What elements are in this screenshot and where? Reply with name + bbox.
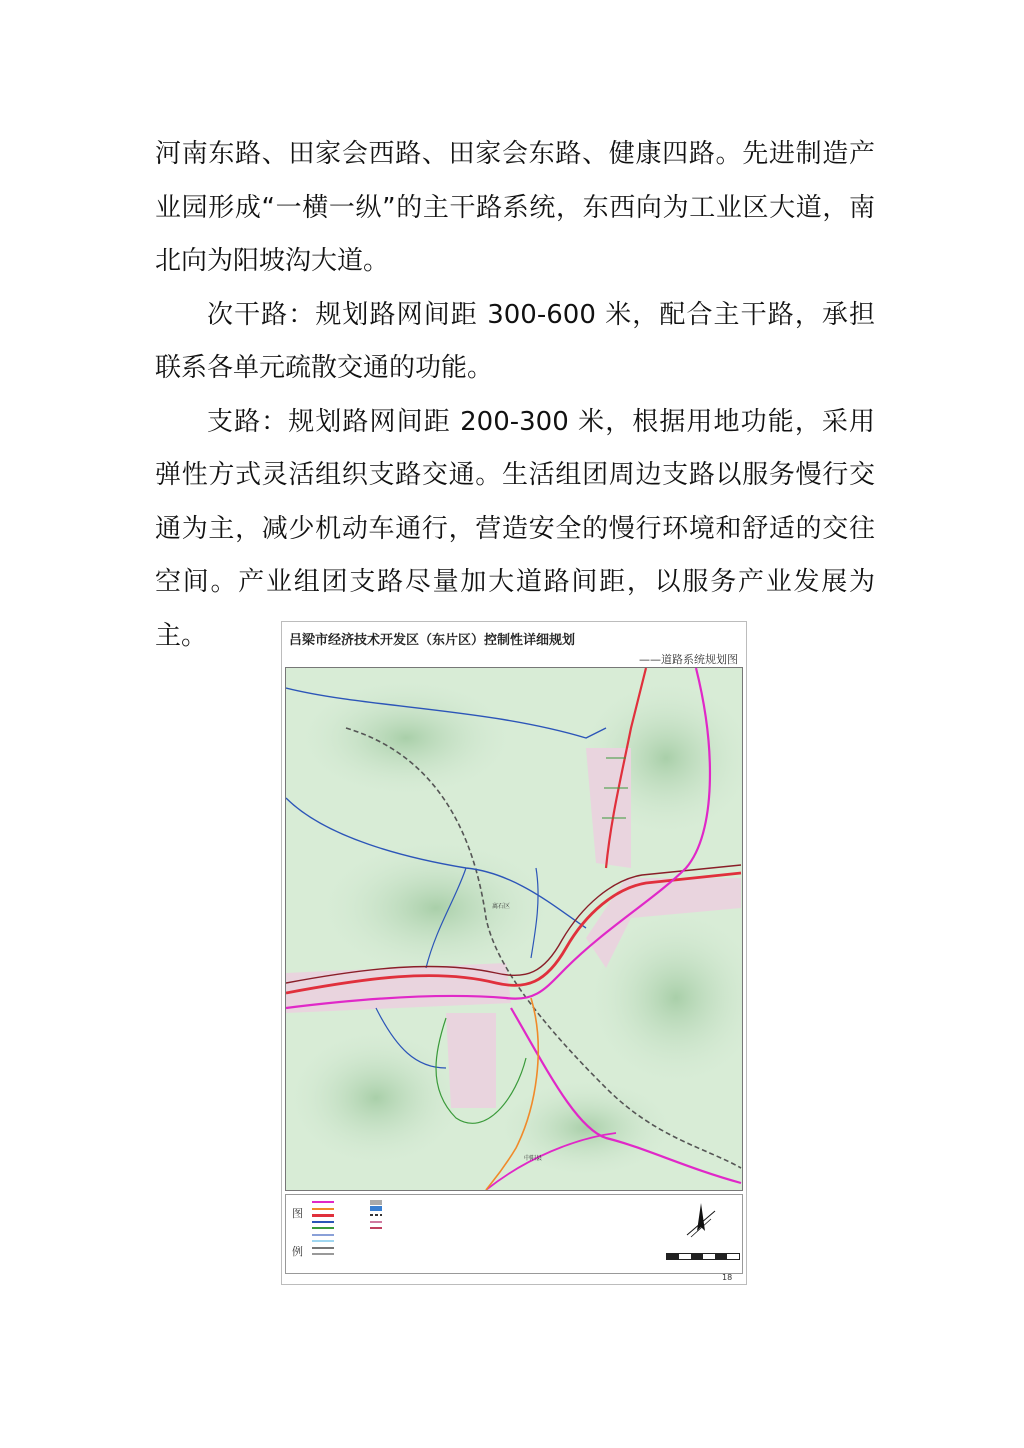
- map-title: 吕梁市经济技术开发区（东片区）控制性详细规划: [289, 633, 576, 648]
- legend-swatch: [312, 1201, 334, 1203]
- legend-swatch: [370, 1227, 382, 1229]
- legend-column-2: [370, 1199, 385, 1232]
- legend-swatch: [370, 1206, 382, 1211]
- place-label-zhongyang: 中阳县: [524, 1155, 543, 1162]
- map-subtitle: ——道路系统规划图: [639, 653, 738, 666]
- legend-swatch: [312, 1208, 334, 1210]
- north-arrow-icon: [681, 1201, 721, 1241]
- map-drawing: [286, 668, 742, 1190]
- legend-swatch: [312, 1214, 334, 1217]
- legend-swatch: [312, 1240, 334, 1242]
- legend-swatch: [312, 1221, 334, 1223]
- legend-swatch: [312, 1234, 334, 1236]
- legend-item: [312, 1251, 337, 1258]
- legend-swatch: [370, 1200, 382, 1205]
- map-legend: [285, 1194, 743, 1274]
- road-system-map: [281, 621, 747, 1285]
- legend-swatch: [370, 1214, 382, 1216]
- legend-swatch: [370, 1221, 382, 1223]
- body-text: [155, 128, 875, 663]
- legend-column-1: [312, 1199, 337, 1258]
- paragraph-1: 河南东路、田家会西路、田家会东路、健康四路。先进制造产业园形成“一横一纵”的主干路系统，东西向为工业区大道，南北向为阳坡沟大道。: [155, 139, 875, 276]
- hill-shade: [286, 1028, 466, 1168]
- scale-bar-icon: [666, 1253, 740, 1260]
- paragraph-2: 次干路：规划路网间距 300-600 米，配合主干路，承担联系各单元疏散交通的功能。: [155, 299, 875, 383]
- legend-item: [370, 1225, 385, 1232]
- legend-heading-1: 图: [292, 1207, 303, 1220]
- map-header: [282, 622, 746, 666]
- hill-shade: [496, 1078, 676, 1178]
- legend-swatch: [312, 1253, 334, 1255]
- hill-shade: [316, 838, 556, 978]
- legend-heading-2: 例: [292, 1245, 303, 1258]
- place-label-lishi: 离石区: [492, 903, 511, 910]
- legend-swatch: [312, 1227, 334, 1229]
- urban-area-south: [446, 1013, 496, 1108]
- map-image: [285, 667, 743, 1191]
- legend-swatch: [312, 1247, 334, 1249]
- page-number: 18: [722, 1273, 733, 1282]
- paragraph-3: 支路：规划路网间距 200-300 米，根据用地功能，采用弹性方式灵活组织支路交通。生活组团周边支路以服务慢行交通为主，减少机动车通行，营造安全的慢行环境和舒适的交往空间。产业组团支路尽量加大道路间距，以服务产业发展为主。: [155, 406, 875, 651]
